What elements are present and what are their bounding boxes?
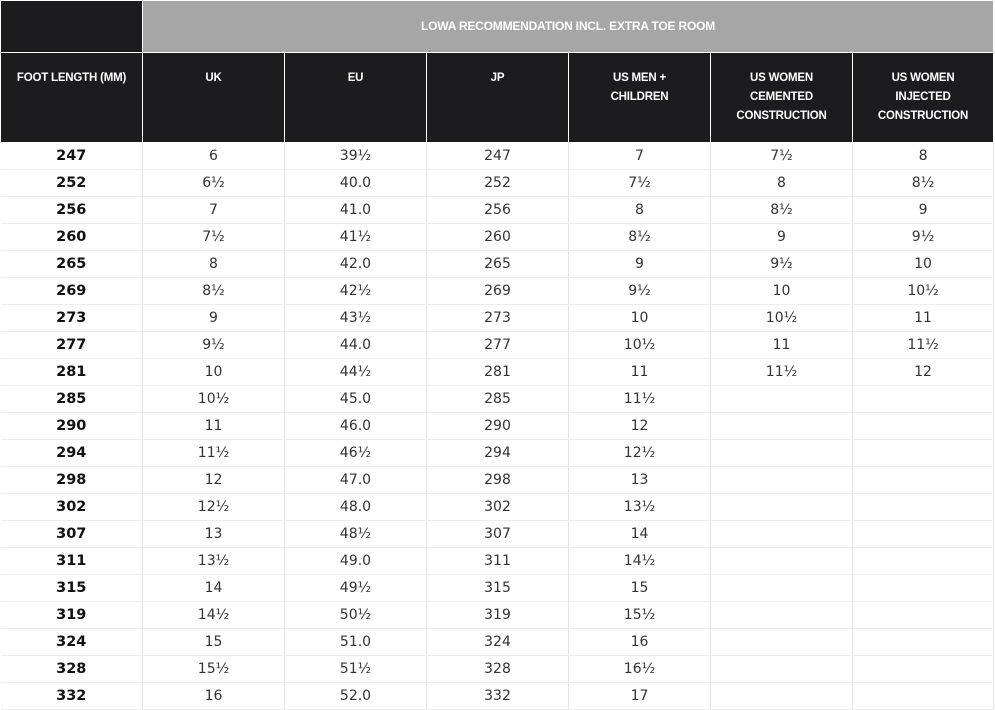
us-women-cemented-cell: 10 <box>711 278 853 305</box>
eu-cell: 47.0 <box>285 467 427 494</box>
uk-cell: 10 <box>143 359 285 386</box>
table-row <box>1 305 994 332</box>
eu-cell: 40.0 <box>285 170 427 197</box>
eu-cell: 39½ <box>285 143 427 170</box>
table-row <box>1 359 994 386</box>
header-foot-length: FOOT LENGTH (MM) <box>1 53 143 143</box>
table-row <box>1 683 994 710</box>
jp-cell: 328 <box>427 656 569 683</box>
eu-cell: 44.0 <box>285 332 427 359</box>
us-women-cemented-cell: 8½ <box>711 197 853 224</box>
us-men-cell: 14½ <box>569 548 711 575</box>
header-us-women-cemented-line: US WOMEN <box>750 72 813 84</box>
table-row <box>1 332 994 359</box>
eu-cell: 49½ <box>285 575 427 602</box>
uk-cell: 13 <box>143 521 285 548</box>
jp-cell: 307 <box>427 521 569 548</box>
us-women-injected-cell: 10½ <box>853 278 994 305</box>
us-men-cell: 11 <box>569 359 711 386</box>
us-men-cell: 12½ <box>569 440 711 467</box>
us-women-cemented-cell <box>711 629 853 656</box>
jp-cell: 252 <box>427 170 569 197</box>
foot-length-cell: 265 <box>1 251 143 278</box>
us-men-cell: 11½ <box>569 386 711 413</box>
eu-cell: 51.0 <box>285 629 427 656</box>
foot-length-cell: 247 <box>1 143 143 170</box>
us-women-cemented-cell: 9 <box>711 224 853 251</box>
foot-length-cell: 256 <box>1 197 143 224</box>
us-women-injected-cell: 11 <box>853 305 994 332</box>
us-men-cell: 14 <box>569 521 711 548</box>
us-women-injected-cell: 9 <box>853 197 994 224</box>
eu-cell: 44½ <box>285 359 427 386</box>
jp-cell: 247 <box>427 143 569 170</box>
us-women-injected-cell: 9½ <box>853 224 994 251</box>
header-us-women-injected-line: US WOMEN <box>891 72 955 84</box>
uk-cell: 12½ <box>143 494 285 521</box>
eu-cell: 45.0 <box>285 386 427 413</box>
header-us-men-line: CHILDREN <box>610 91 669 103</box>
table-row <box>1 224 994 251</box>
us-women-cemented-cell <box>711 467 853 494</box>
header-us-men <box>569 53 711 143</box>
uk-cell: 13½ <box>143 548 285 575</box>
foot-length-cell: 311 <box>1 548 143 575</box>
banner-row <box>1 1 994 53</box>
us-women-cemented-cell <box>711 548 853 575</box>
eu-cell: 41½ <box>285 224 427 251</box>
uk-cell: 15½ <box>143 656 285 683</box>
us-women-injected-cell <box>853 467 994 494</box>
uk-cell: 11½ <box>143 440 285 467</box>
us-women-cemented-cell <box>711 683 853 710</box>
us-men-cell: 7 <box>569 143 711 170</box>
header-jp: JP <box>427 53 569 143</box>
foot-length-cell: 315 <box>1 575 143 602</box>
us-men-cell: 8 <box>569 197 711 224</box>
header-us-women-cemented-line: CONSTRUCTION <box>736 110 827 122</box>
us-women-cemented-cell: 10½ <box>711 305 853 332</box>
table-row <box>1 170 994 197</box>
eu-cell: 50½ <box>285 602 427 629</box>
jp-cell: 290 <box>427 413 569 440</box>
uk-cell: 10½ <box>143 386 285 413</box>
jp-cell: 285 <box>427 386 569 413</box>
jp-cell: 302 <box>427 494 569 521</box>
foot-length-cell: 302 <box>1 494 143 521</box>
header-eu: EU <box>285 53 427 143</box>
us-women-cemented-cell: 11 <box>711 332 853 359</box>
table-row <box>1 521 994 548</box>
us-women-injected-cell: 12 <box>853 359 994 386</box>
us-men-cell: 9½ <box>569 278 711 305</box>
us-women-cemented-cell <box>711 440 853 467</box>
jp-cell: 273 <box>427 305 569 332</box>
table-row <box>1 494 994 521</box>
foot-length-cell: 307 <box>1 521 143 548</box>
us-women-injected-cell <box>853 386 994 413</box>
us-men-cell: 13½ <box>569 494 711 521</box>
us-men-cell: 10 <box>569 305 711 332</box>
us-men-cell: 10½ <box>569 332 711 359</box>
us-women-cemented-cell <box>711 413 853 440</box>
us-men-cell: 17 <box>569 683 711 710</box>
table-row <box>1 656 994 683</box>
jp-cell: 277 <box>427 332 569 359</box>
us-women-injected-cell <box>853 521 994 548</box>
jp-cell: 294 <box>427 440 569 467</box>
header-us-women-cemented <box>711 53 853 143</box>
foot-length-cell: 328 <box>1 656 143 683</box>
us-men-cell: 8½ <box>569 224 711 251</box>
us-men-cell: 15 <box>569 575 711 602</box>
uk-cell: 14½ <box>143 602 285 629</box>
jp-cell: 315 <box>427 575 569 602</box>
us-women-cemented-cell: 7½ <box>711 143 853 170</box>
eu-cell: 43½ <box>285 305 427 332</box>
eu-cell: 48½ <box>285 521 427 548</box>
table-row <box>1 467 994 494</box>
table-row <box>1 278 994 305</box>
header-us-women-cemented-line: CEMENTED <box>750 91 813 103</box>
table-body <box>1 143 994 710</box>
uk-cell: 8 <box>143 251 285 278</box>
corner-cell <box>1 1 143 53</box>
table-row <box>1 197 994 224</box>
us-women-injected-cell <box>853 656 994 683</box>
us-women-injected-cell <box>853 629 994 656</box>
us-women-cemented-cell <box>711 494 853 521</box>
table-row <box>1 251 994 278</box>
us-men-cell: 16 <box>569 629 711 656</box>
jp-cell: 332 <box>427 683 569 710</box>
us-women-injected-cell <box>853 413 994 440</box>
table-row <box>1 548 994 575</box>
foot-length-cell: 252 <box>1 170 143 197</box>
us-women-cemented-cell <box>711 575 853 602</box>
header-us-women-injected-line: INJECTED <box>895 91 951 103</box>
uk-cell: 7 <box>143 197 285 224</box>
table-row <box>1 575 994 602</box>
header-us-women-injected-line: CONSTRUCTION <box>877 110 969 122</box>
foot-length-cell: 269 <box>1 278 143 305</box>
us-women-cemented-cell: 9½ <box>711 251 853 278</box>
uk-cell: 6 <box>143 143 285 170</box>
us-women-cemented-cell: 8 <box>711 170 853 197</box>
eu-cell: 48.0 <box>285 494 427 521</box>
foot-length-cell: 260 <box>1 224 143 251</box>
eu-cell: 42½ <box>285 278 427 305</box>
foot-length-cell: 324 <box>1 629 143 656</box>
foot-length-cell: 281 <box>1 359 143 386</box>
table-row <box>1 602 994 629</box>
table-row <box>1 143 994 170</box>
us-women-injected-cell: 10 <box>853 251 994 278</box>
foot-length-cell: 332 <box>1 683 143 710</box>
jp-cell: 265 <box>427 251 569 278</box>
jp-cell: 324 <box>427 629 569 656</box>
us-women-cemented-cell <box>711 521 853 548</box>
jp-cell: 311 <box>427 548 569 575</box>
us-women-cemented-cell <box>711 602 853 629</box>
us-men-cell: 7½ <box>569 170 711 197</box>
eu-cell: 46½ <box>285 440 427 467</box>
us-women-injected-cell <box>853 440 994 467</box>
column-header-row <box>1 53 994 143</box>
eu-cell: 41.0 <box>285 197 427 224</box>
eu-cell: 51½ <box>285 656 427 683</box>
jp-cell: 269 <box>427 278 569 305</box>
us-women-injected-cell <box>853 602 994 629</box>
jp-cell: 319 <box>427 602 569 629</box>
us-women-injected-cell <box>853 548 994 575</box>
foot-length-cell: 273 <box>1 305 143 332</box>
us-women-cemented-cell <box>711 386 853 413</box>
us-women-cemented-cell <box>711 656 853 683</box>
uk-cell: 6½ <box>143 170 285 197</box>
uk-cell: 9½ <box>143 332 285 359</box>
header-us-women-injected <box>853 53 994 143</box>
us-women-injected-cell: 11½ <box>853 332 994 359</box>
us-men-cell: 15½ <box>569 602 711 629</box>
eu-cell: 46.0 <box>285 413 427 440</box>
us-men-cell: 12 <box>569 413 711 440</box>
uk-cell: 15 <box>143 629 285 656</box>
eu-cell: 49.0 <box>285 548 427 575</box>
jp-cell: 260 <box>427 224 569 251</box>
us-men-cell: 16½ <box>569 656 711 683</box>
eu-cell: 42.0 <box>285 251 427 278</box>
us-men-cell: 9 <box>569 251 711 278</box>
table-row <box>1 413 994 440</box>
uk-cell: 14 <box>143 575 285 602</box>
header-us-men-line: US MEN + <box>612 72 667 84</box>
eu-cell: 52.0 <box>285 683 427 710</box>
us-women-cemented-cell: 11½ <box>711 359 853 386</box>
uk-cell: 11 <box>143 413 285 440</box>
foot-length-cell: 285 <box>1 386 143 413</box>
uk-cell: 16 <box>143 683 285 710</box>
us-women-injected-cell <box>853 494 994 521</box>
us-women-injected-cell <box>853 683 994 710</box>
jp-cell: 256 <box>427 197 569 224</box>
foot-length-cell: 298 <box>1 467 143 494</box>
uk-cell: 9 <box>143 305 285 332</box>
us-women-injected-cell: 8 <box>853 143 994 170</box>
us-women-injected-cell <box>853 575 994 602</box>
uk-cell: 8½ <box>143 278 285 305</box>
foot-length-cell: 319 <box>1 602 143 629</box>
table-row <box>1 629 994 656</box>
jp-cell: 298 <box>427 467 569 494</box>
table-row <box>1 440 994 467</box>
banner-title: LOWA RECOMMENDATION INCL. EXTRA TOE ROOM <box>143 1 994 53</box>
foot-length-cell: 277 <box>1 332 143 359</box>
us-women-injected-cell: 8½ <box>853 170 994 197</box>
table-row <box>1 386 994 413</box>
uk-cell: 12 <box>143 467 285 494</box>
header-uk: UK <box>143 53 285 143</box>
us-men-cell: 13 <box>569 467 711 494</box>
foot-length-cell: 290 <box>1 413 143 440</box>
uk-cell: 7½ <box>143 224 285 251</box>
foot-length-cell: 294 <box>1 440 143 467</box>
jp-cell: 281 <box>427 359 569 386</box>
